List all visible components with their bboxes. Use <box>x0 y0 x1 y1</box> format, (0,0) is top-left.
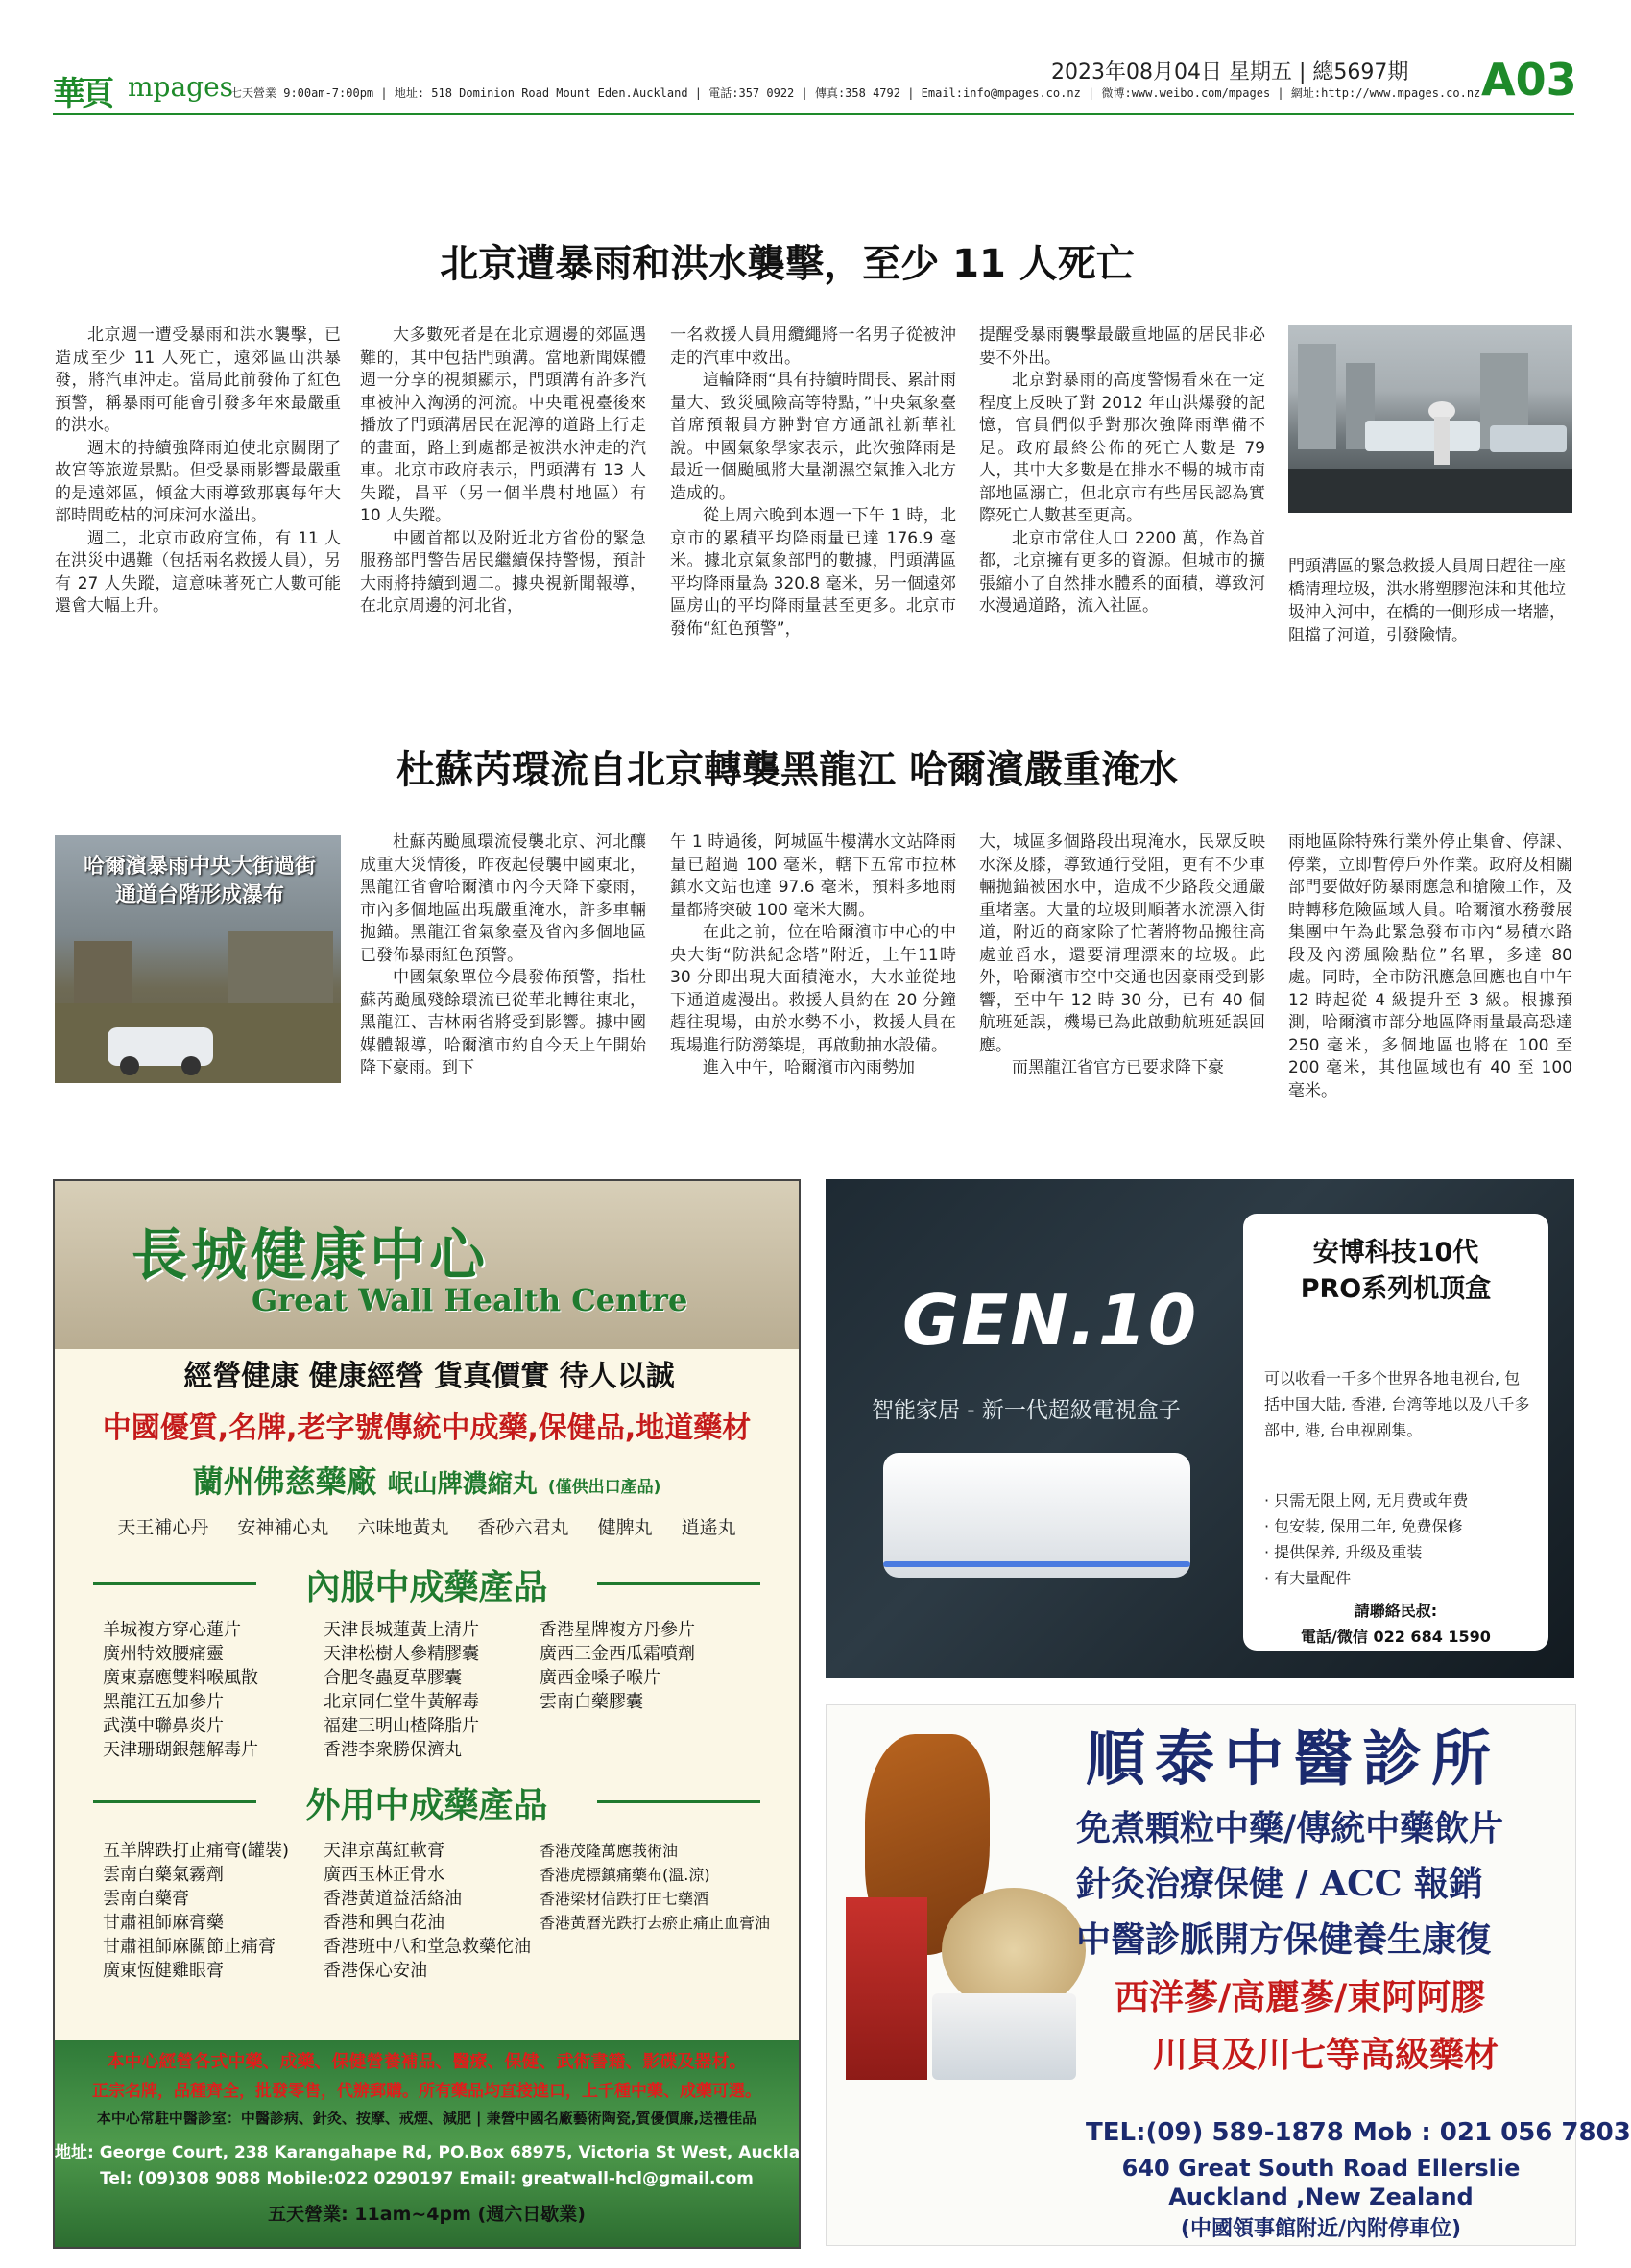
lanzhou-name: 蘭州佛慈藥廠 <box>192 1463 377 1500</box>
article2-column-2 <box>670 832 956 1080</box>
product-item: 香港星牌複方丹參片 <box>540 1620 695 1640</box>
product-item: 天王補心丹 <box>117 1517 209 1538</box>
panel-title-line: PRO系列机顶盒 <box>1300 1274 1492 1304</box>
issue-date: 2023年08月04日 星期五 | 總5697期 <box>1051 60 1409 84</box>
product-item: 香港李衆勝保濟丸 <box>324 1740 462 1760</box>
footer-line: 正宗名牌，品種齊全，批發零售，代辦郵購。所有藥品均直接進口，上千種中藥、成藥可選。 <box>92 2082 761 2101</box>
product-item: 廣西玉林正骨水 <box>324 1865 444 1885</box>
product-line: 川貝及川七等高級藥材 <box>1153 2035 1499 2075</box>
logo-chinese: 華頁 <box>53 75 110 113</box>
ad-tagline: 智能家居 - 新一代超級電視盒子 <box>872 1398 1181 1423</box>
contact-info-line: 七天營業 9:00am-7:00pm | 地址: 518 Dominion Road Mount Eden.Auckland | 電話:357 0922 | 傳真:358 4792 | Email:info@mpages.co.nz | 微博:www.weibo.com/mpages | 網址:http://www.mpages.co.nz <box>230 86 1481 100</box>
external-medicine-heading: 外用中成藥產品 <box>305 1786 548 1825</box>
granule-bottles-image <box>932 1993 1076 2080</box>
product-item: 健脾丸 <box>597 1517 653 1538</box>
product-item: 合肥冬蟲夏草膠囊 <box>324 1668 462 1688</box>
clinic-location-note: (中國領事館附近/內附停車位) <box>1180 2217 1462 2241</box>
external-list-col2 <box>324 1839 531 1983</box>
clinic-address: Auckland ,New Zealand <box>1168 2184 1474 2210</box>
footer-line: 本中心常駐中醫診室：中醫診病、針灸、按摩、戒煙、減肥 | 兼營中國名廠藝術陶瓷,質優價廉,送禮佳品 <box>96 2110 757 2127</box>
product-item: 廣東嘉應雙料喉風散 <box>103 1668 258 1688</box>
footer-contact: Tel: (09)308 9088 Mobile:022 0290197 Email: greatwall-hcl@gmail.com <box>100 2169 754 2188</box>
paragraph: 一名救援人員用纜繩將一名男子從被沖走的汽車中救出。 <box>670 326 956 368</box>
product-item: 香港班中八和堂急救藥佗油 <box>324 1937 531 1957</box>
paragraph: 這輪降雨“具有持續時間長、累計雨量大、致災風險高等特點，”中央氣象臺首席預報員方翀對官方通訊社新華社說。中國氣象學家表示，此次強降雨是最近一個颱風將大量潮濕空氣推入北方造成的。 <box>670 371 956 503</box>
product-item: 天津京萬紅軟膏 <box>324 1841 444 1861</box>
footer-hours: 五天營業: 11am~4pm (週六日歇業) <box>268 2204 586 2225</box>
tv-box-light-strip <box>883 1561 1190 1567</box>
product-item: 福建三明山楂降脂片 <box>324 1716 479 1736</box>
lanzhou-brand: 岷山牌濃縮丸 <box>387 1470 538 1499</box>
product-item: 天津長城蓮黃上清片 <box>324 1620 479 1640</box>
paragraph: 週二，北京市政府宣佈，有 11 人在洪災中遇難（包括兩名救援人員），另有 27 人失蹤，這意味著死亡人數可能還會大幅上升。 <box>55 528 341 615</box>
panel-title-line: 安博科技10代 <box>1312 1238 1479 1267</box>
bullet-item: · 包安装, 保用二年, 免费保修 <box>1264 1517 1463 1535</box>
ad-title-english: Great Wall Health Centre <box>252 1282 688 1318</box>
product-item: 武漢中聯鼻炎片 <box>103 1716 224 1736</box>
photo1-caption: 門頭溝區的緊急救援人員周日趕往一座橋清理垃圾，洪水將塑膠泡沫和其他垃圾沖入河中，在橋的一側形成一堵牆，阻擋了河道，引發險情。 <box>1288 557 1566 645</box>
clinic-address: 640 Great South Road Ellerslie <box>1121 2155 1521 2182</box>
oral-list-col1 <box>103 1618 258 1762</box>
article1-column-3 <box>670 325 956 640</box>
paragraph: 中國氣象單位今晨發佈預警，指杜蘇芮颱風殘餘環流已從華北轉往東北，黑龍江、吉林兩省將受到影響。據中國媒體報導，哈爾濱市約自今天上午開始降下豪雨。到下 <box>360 968 646 1077</box>
product-item: 安神補心丸 <box>237 1517 329 1538</box>
lanzhou-pharma-line <box>55 1458 799 1502</box>
paragraph: 大多數死者是在北京週邊的郊區遇難的，其中包括門頭溝。當地新聞媒體週一分享的視頻顯示，門頭溝有許多汽車被沖入洶湧的河流。中央電視臺後來播放了門頭溝居民在泥濘的道路上行走的畫面，路上到處都是被洪水沖走的汽車。北京市政府表示，門頭溝有 13 人失蹤，昌平（另一個半農村地區）有 10 人失蹤。 <box>360 326 646 525</box>
ad-anbo-tv-box <box>826 1179 1574 1678</box>
article1-column-2 <box>360 325 646 618</box>
external-list-col3 <box>540 1839 770 1935</box>
article1-column-1 <box>55 325 341 618</box>
product-item: 廣州特效腰痛靈 <box>103 1644 224 1664</box>
product-item: 雲南白藥膏 <box>103 1889 189 1909</box>
paragraph: 杜蘇芮颱風環流侵襲北京、河北釀成重大災情後，昨夜起侵襲中國東北，黑龍江省會哈爾濱市內今天降下豪雨，市內多個地區出現嚴重淹水，許多車輛拋錨。黑龍江省氣象臺及省內多個地區已發佈暴雨紅色預警。 <box>360 832 646 965</box>
gen10-logo: GEN.10 <box>902 1280 1199 1361</box>
oral-medicine-heading: 內服中成藥產品 <box>305 1568 548 1607</box>
paragraph: 週末的持續強降雨迫使北京關閉了故宮等旅遊景點。但受暴雨影響最嚴重的是遠郊區，傾盆大雨導致那裏每年大部時間乾枯的河床河水溢出。 <box>55 438 341 525</box>
product-line: 西洋蔘/高麗蔘/東阿阿膠 <box>1115 1977 1486 2017</box>
ad-title-chinese: 長城健康中心 <box>132 1222 490 1288</box>
paragraph: 在此之前，位在哈爾濱市中心的中央大街“防洪紀念塔”附近，上午11時 30 分即出現大面積淹水，大水並從地下通道處漫出。救援人員約在 20 分鐘趕往現場，由於水勢不小，救援人員在現場進行防澇築堤，再啟動抽水設備。 <box>670 923 956 1055</box>
bullet-item: · 提供保养, 升级及重装 <box>1264 1543 1423 1561</box>
page-number: A03 <box>1481 54 1577 106</box>
paragraph: 雨地區除特殊行業外停止集會、停課、停業，立即暫停戶外作業。政府及相關部門要做好防暴雨應急和搶險工作，及時轉移危險區域人員。哈爾濱水務發展集團中午為此緊急發布市內“易積水路段及內澇風險點位”名單，多達 80 處。同時，全市防汛應急回應也自中午 12 時起從 4 級提升至 3 級。根據預測，哈爾濱市部分地區降雨量最高恐達 250 毫米，多個地區也將在 100 至 200 毫米，其他區域也有 40 至 100 毫米。 <box>1288 832 1572 1100</box>
product-item: 羊城複方穿心蓮片 <box>103 1620 241 1640</box>
header-divider <box>53 113 1574 115</box>
bullet-item: · 有大量配件 <box>1264 1569 1352 1587</box>
service-line: 中醫診脈開方保健養生康復 <box>1076 1919 1492 1960</box>
paragraph: 午 1 時過後，阿城區牛樓溝水文站降雨量已超過 100 毫米，轄下五常市拉林鎮水文站也達 97.6 毫米，預料多地雨量都將突破 100 毫米大關。 <box>670 832 956 920</box>
product-item: 香港茂隆萬應莪術油 <box>540 1842 679 1860</box>
article2-column-1 <box>360 832 646 1080</box>
paragraph: 北京市常住人口 2200 萬，作為首都，北京擁有更多的資源。但城市的擴張縮小了自然排水體系的面積，導致河水漫過道路，流入社區。 <box>979 528 1265 615</box>
product-item: 甘肅祖師麻關節止痛膏 <box>103 1937 276 1957</box>
ad-slogan: 經營健康 健康經營 貨真價實 待人以誠 <box>183 1360 675 1393</box>
article2-headline: 杜蘇芮環流自北京轉襲黑龍江 哈爾濱嚴重淹水 <box>396 748 1178 792</box>
ad-great-wall-health-centre <box>53 1179 824 2249</box>
ad-footer <box>55 2040 824 2247</box>
paragraph: 北京週一遭受暴雨和洪水襲擊，已造成至少 11 人死亡，遠郊區山洪暴發，將汽車沖走。當局此前發佈了紅色預警，稱暴雨可能會引發多年來最嚴重的洪水。 <box>55 326 341 435</box>
product-item: 香港黃道益活絡油 <box>324 1889 462 1909</box>
product-item: 天津珊瑚銀翹解毒片 <box>103 1740 258 1760</box>
panel-description: 可以收看一千多个世界各地电视台, 包括中国大陆, 香港, 台湾等地以及八千多部中, 港, 台电视剧集。 <box>1264 1369 1530 1439</box>
ad-shuntai-tcm-clinic <box>826 1704 1631 2246</box>
clinic-phone: TEL:(09) 589-1878 Mob : 021 056 7803 <box>1086 2118 1631 2147</box>
product-item: 香港保心安油 <box>324 1961 427 1981</box>
product-item: 黑龍江五加參片 <box>103 1692 224 1712</box>
photo-illustration <box>1288 325 1572 513</box>
lanzhou-products <box>55 1513 799 1539</box>
article1-column-4 <box>979 325 1265 618</box>
oral-list-col2 <box>324 1618 479 1762</box>
article1-headline: 北京遭暴雨和洪水襲擊，至少 11 人死亡 <box>440 242 1135 286</box>
article2-column-4 <box>1288 832 1572 1102</box>
paragraph: 大，城區多個路段出現淹水，民眾反映水深及膝，導致通行受阻，更有不少車輛拋錨被困水中，造成不少路段交通嚴重堵塞。大量的垃圾則順著水流漂入街道，附近的商家除了忙著將物品搬往高處並舀水，還要清理漂來的垃圾。此外，哈爾濱市空中交通也因豪雨受到影響，至中午 12 時 30 分，已有 40 個航班延誤，機場已為此啟動航班延誤回應。 <box>979 832 1265 1055</box>
product-item: 天津松樹人參精膠囊 <box>324 1644 479 1664</box>
product-item: 香港和興白花油 <box>324 1913 444 1933</box>
service-line: 針灸治療保健 / ACC 報銷 <box>1076 1864 1483 1904</box>
paragraph: 而黑龍江省官方已要求降下豪 <box>1012 1058 1224 1077</box>
footer-address: 地址: George Court, 238 Karangahape Rd, PO.Box 68975, Victoria St West, Auckland <box>55 2143 824 2162</box>
panel-contact <box>1243 1598 1548 1650</box>
ad-red-tagline: 中國優質,名牌,老字號傳統中成藥,保健品,地道藥材 <box>102 1411 752 1445</box>
lanzhou-note: (僅供出口產品) <box>547 1478 661 1497</box>
flood-street-photo <box>55 835 341 1083</box>
logo-english: mpages <box>128 71 234 103</box>
panel-bullets <box>1264 1487 1533 1591</box>
oral-list-col3 <box>540 1618 695 1714</box>
product-item: 廣西金嗓子喉片 <box>540 1668 660 1688</box>
panel-title <box>1243 1235 1548 1308</box>
contact-phone: 電話/微信 022 684 1590 <box>1301 1628 1491 1646</box>
product-item: 香港梁材信跌打田七藥酒 <box>540 1890 709 1908</box>
photo-illustration <box>55 835 341 1083</box>
product-item: 六味地黃丸 <box>357 1517 449 1538</box>
external-list-col1 <box>103 1839 289 1983</box>
product-item: 北京同仁堂牛黃解毒 <box>324 1692 479 1712</box>
service-line: 免煮顆粒中藥/傳統中藥飲片 <box>1076 1808 1504 1848</box>
footer-line: 本中心經營各式中藥、成藥、保健營養補品、醫療、保健、武術書籍、影碟及器材。 <box>107 2052 747 2072</box>
product-item: 廣西三金西瓜霜噴劑 <box>540 1644 695 1664</box>
product-item: 雲南白藥膠囊 <box>540 1692 643 1712</box>
masthead-logo <box>53 67 234 113</box>
rain-street-photo <box>1288 325 1572 513</box>
product-item: 甘肅祖師麻膏藥 <box>103 1913 224 1933</box>
product-item: 香港黃曆光跌打去瘀止痛止血膏油 <box>540 1914 771 1932</box>
paragraph: 北京對暴雨的高度警惕看來在一定程度上反映了對 2012 年山洪爆發的記憶，官員們似乎對那次強降雨準備不足。政府最終公佈的死亡人數是 79 人，其中大多數是在排水不暢的城市南部地區溺亡，但北京市有些居民認為實際死亡人數甚至更高。 <box>979 371 1265 525</box>
paragraph: 進入中午，哈爾濱市內雨勢加 <box>703 1058 915 1077</box>
product-item: 香砂六君丸 <box>477 1517 569 1538</box>
article2-column-3 <box>979 832 1265 1080</box>
product-item: 香港虎標鎮痛藥布(溫.涼) <box>540 1866 710 1884</box>
paragraph: 從上周六晚到本週一下午 1 時，北京市的累積平均降雨量已達 176.9 毫米。據北京氣象部門的數據，門頭溝區平均降雨量為 320.8 毫米，另一個遠郊區房山的平均降雨量甚至更多。北京市發佈“紅色預警”， <box>670 506 956 639</box>
clinic-title: 順泰中醫診所 <box>1086 1724 1501 1794</box>
bullet-item: · 只需无限上网, 无月费或年费 <box>1264 1491 1469 1509</box>
ejiao-package-image <box>846 1897 927 2080</box>
paragraph: 中國首都以及附近北方省份的緊急服務部門警告居民繼續保持警惕，預計大雨將持續到週二。據央視新聞報導，在北京周邊的河北省， <box>360 528 646 615</box>
product-item: 五羊牌跌打止痛膏(罐裝) <box>103 1841 290 1861</box>
product-item: 逍遙丸 <box>681 1517 736 1538</box>
contact-label: 請聯絡民叔: <box>1354 1602 1438 1620</box>
ad-info-panel <box>1243 1214 1548 1651</box>
tv-box-product-image <box>883 1453 1190 1578</box>
product-item: 雲南白藥氣霧劑 <box>103 1865 224 1885</box>
paragraph: 提醒受暴雨襲擊最嚴重地區的居民非必要不外出。 <box>979 326 1265 368</box>
photo-overlay-text: 哈爾濱暴雨中央大街過街通道台階形成瀑布 <box>83 855 316 907</box>
product-item: 廣東恆健雞眼膏 <box>103 1961 224 1981</box>
